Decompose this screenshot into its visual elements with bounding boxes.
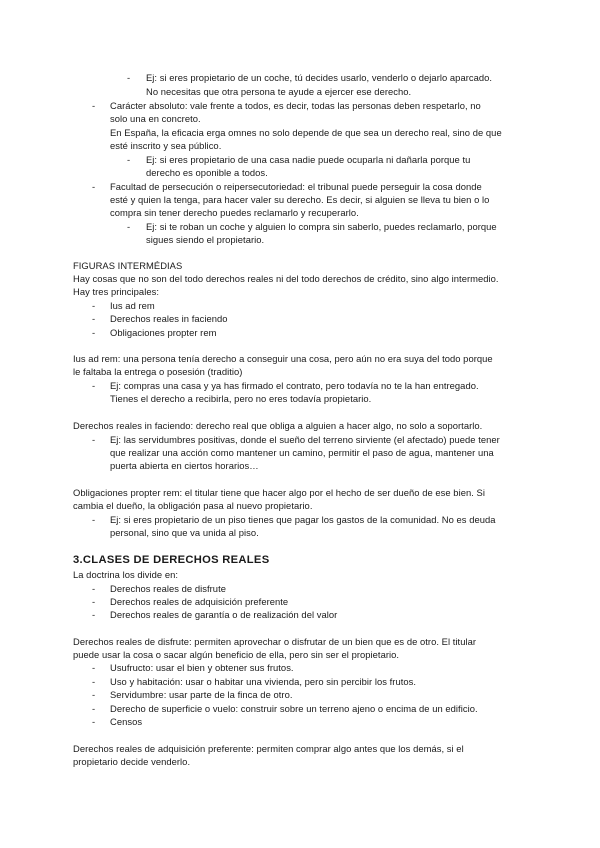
bullet: - xyxy=(92,703,96,714)
text-line: Carácter absoluto: vale frente a todos, es decir, todas las personas deben respetarlo, no xyxy=(110,100,481,111)
text-line: derecho es oponible a todos. xyxy=(146,167,268,178)
bullet: - xyxy=(92,100,96,111)
text-line: Facultad de persecución o reipersecutoriedad: el tribunal puede perseguir la cosa donde xyxy=(110,181,482,192)
bullet: - xyxy=(92,609,96,620)
text-line: puede usar la cosa o sacar algún beneficio de ella, pero sin ser el propietario. xyxy=(73,649,400,660)
text-line: Ej: si te roban un coche y alguien lo compra sin saberlo, puedes reclamarlo, porque xyxy=(146,221,497,232)
section-title: 3.CLASES DE DERECHOS REALES xyxy=(73,554,270,566)
text-line: Derechos reales de adquisición preferente: permiten comprar algo antes que los demás, si el xyxy=(73,743,464,754)
list-item: Ius ad rem xyxy=(110,300,155,311)
text-line: Ius ad rem: una persona tenía derecho a conseguir una cosa, pero aún no era suya del todo porque xyxy=(73,353,493,364)
text-line: Ej: si eres propietario de un coche, tú decides usarlo, venderlo o dejarlo aparcado. xyxy=(146,72,493,83)
text-line: propietario decide venderlo. xyxy=(73,756,191,767)
list-item: Derechos reales in faciendo xyxy=(110,313,228,324)
bullet: - xyxy=(92,300,96,311)
list-item: Uso y habitación: usar o habitar una vivienda, pero sin percibir los frutos. xyxy=(110,676,417,687)
bullet: - xyxy=(92,313,96,324)
section-heading: FIGURAS INTERMÉDIAS xyxy=(73,260,183,271)
bullet: - xyxy=(92,514,96,525)
bullet: - xyxy=(127,154,131,165)
bullet: - xyxy=(92,716,96,727)
text-line: La doctrina los divide en: xyxy=(73,569,179,580)
bullet: - xyxy=(92,434,96,445)
bullet: - xyxy=(92,181,96,192)
text-line: esté inscrito y sea público. xyxy=(110,140,222,151)
list-item: Usufructo: usar el bien y obtener sus frutos. xyxy=(110,662,294,673)
list-item: Derechos reales de garantía o de realización del valor xyxy=(110,609,338,620)
list-item: Obligaciones propter rem xyxy=(110,327,217,338)
text-line: Derechos reales in faciendo: derecho real que obliga a alguien a hacer algo, no solo a soportarlo. xyxy=(73,420,483,431)
text-line: puerta abierta en ciertos horarios… xyxy=(110,460,259,471)
list-item: Servidumbre: usar parte de la finca de otro. xyxy=(110,689,293,700)
list-item: Derecho de superficie o vuelo: construir sobre un terreno ajeno o encima de un edificio. xyxy=(110,703,478,714)
bullet: - xyxy=(92,327,96,338)
bullet: - xyxy=(92,676,96,687)
text-line: Derechos reales de disfrute: permiten aprovechar o disfrutar de un bien que es de otro. El titular xyxy=(73,636,477,647)
bullet: - xyxy=(92,662,96,673)
list-item: Censos xyxy=(110,716,143,727)
text-line: Ej: si eres propietario de una casa nadie puede ocuparla ni dañarla porque tu xyxy=(146,154,471,165)
bullet: - xyxy=(92,380,96,391)
text-line: compra sin tener derecho puedes reclamarlo y recuperarlo. xyxy=(110,207,359,218)
text-line: En España, la eficacia erga omnes no solo depende de que sea un derecho real, sino de que xyxy=(110,127,502,138)
bullet: - xyxy=(92,596,96,607)
text-line: sigues siendo el propietario. xyxy=(146,234,265,245)
text-line: solo una en concreto. xyxy=(110,113,201,124)
bullet: - xyxy=(127,221,131,232)
bullet: - xyxy=(92,689,96,700)
text-line: Obligaciones propter rem: el titular tiene que hacer algo por el hecho de ser dueño de ese bien. Si xyxy=(73,487,485,498)
text-line: Ej: compras una casa y ya has firmado el contrato, pero todavía no te la han entregado. xyxy=(110,380,479,391)
text-line: Tienes el derecho a recibirla, pero no eres todavía propietario. xyxy=(110,393,372,404)
text-line: cambia el dueño, la obligación pasa al nuevo propietario. xyxy=(73,500,313,511)
text-line: personal, sino que va unida al piso. xyxy=(110,527,259,538)
list-item: Derechos reales de adquisición preferente xyxy=(110,596,289,607)
text-line: Ej: las servidumbres positivas, donde el sueño del terreno sirviente (el afectado) puede tener xyxy=(110,434,500,445)
text-line: Hay cosas que no son del todo derechos reales ni del todo derechos de crédito, sino algo intermedio. xyxy=(73,273,499,284)
list-item: Derechos reales de disfrute xyxy=(110,583,226,594)
text-line: Hay tres principales: xyxy=(73,286,159,297)
bullet: - xyxy=(92,583,96,594)
text-line: le faltaba la entrega o posesión (traditio) xyxy=(73,366,243,377)
text-line: que realizar una acción como mantener un camino, permitir el paso de agua, mantener una xyxy=(110,447,494,458)
text-line: No necesitas que otra persona te ayude a ejercer ese derecho. xyxy=(146,86,412,97)
text-line: Ej: si eres propietario de un piso tienes que pagar los gastos de la comunidad. No es deuda xyxy=(110,514,496,525)
bullet: - xyxy=(127,72,131,83)
text-line: esté y quien la tenga, para hacer valer su derecho. Es decir, si alguien se lleva tu bien o lo xyxy=(110,194,490,205)
